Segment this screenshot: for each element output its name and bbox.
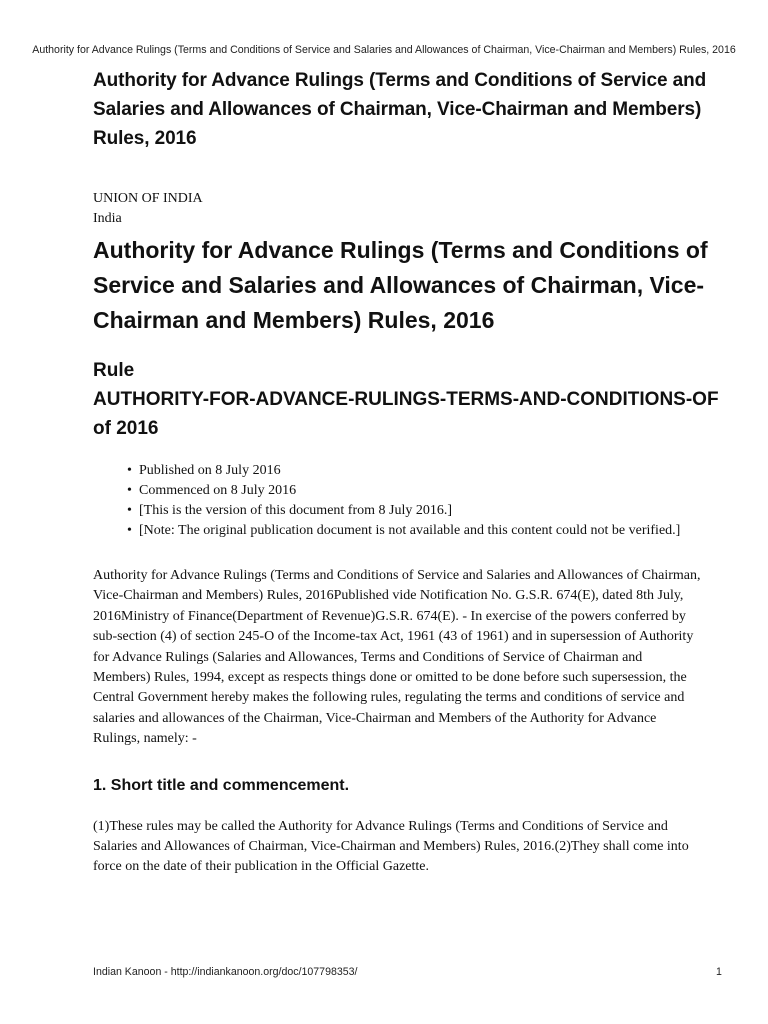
- bullet-icon: •: [127, 463, 132, 478]
- section-1-body: (1)These rules may be called the Authority for Advance Rulings (Terms and Conditions of Service and Salaries and Allowances of Chairman, Vice-Chairman and Members) Rules, 2016.(2)They shall come into force on the date of their publication in the Official Gazette.: [93, 818, 689, 875]
- document-body: [93, 66, 733, 892]
- meta-note: • [Note: The original publication document is not available and this content could not be verified.]: [93, 521, 699, 541]
- meta-commenced: • Commenced on 8 July 2016: [93, 481, 699, 501]
- rule-identifier: [93, 356, 768, 443]
- footer-page-number: 1: [716, 966, 722, 978]
- jurisdiction: India: [93, 211, 122, 226]
- meta-version: • [This is the version of this document from 8 July 2016.]: [93, 501, 699, 521]
- footer-source-link[interactable]: Indian Kanoon - http://indiankanoon.org/doc/107798353/: [93, 966, 358, 978]
- bullet-icon: •: [127, 503, 132, 518]
- rule-label: Rule: [93, 360, 135, 381]
- document-title: Authority for Advance Rulings (Terms and Conditions of Service and Salaries and Allowances of Chairman, Vice-Chairman and Members) Rules, 2016: [93, 70, 707, 149]
- issuer: UNION OF INDIA: [93, 191, 203, 206]
- preamble-paragraph: Authority for Advance Rulings (Terms and Conditions of Service and Salaries and Allowances of Chairman, Vice-Chairman and Members) Rules, 2016Published vide Notification No. G.S.R. 674(E), dated 8th July, 2016Ministry of Finance(Department of Revenue)G.S.R. 674(E). - In exercise of the powers conferred by sub-section (4) of section 245-O of the Income-tax Act, 1961 (43 of 1961) and in supersession of Authority for Advance Rulings (Salaries and Allowances, Terms and Conditions of Service of Chairman and Members) Rules, 1994, except as respects things done or omitted to be done before such supersession, the Central Government hereby makes the following rules, regulating the terms and conditions of service and salaries and allowances of the Chairman, Vice-Chairman and Members of the Authority for Advance Rulings, namely: -: [93, 568, 701, 747]
- meta-published: • Published on 8 July 2016: [93, 461, 699, 481]
- bullet-icon: •: [127, 523, 132, 538]
- document-meta-list: [93, 461, 733, 541]
- section-1-heading: 1. Short title and commencement.: [93, 776, 350, 794]
- running-header: Authority for Advance Rulings (Terms and Conditions of Service and Salaries and Allowances of Chairman, Vice-Chairman and Members) Rules, 2016: [32, 44, 736, 56]
- rule-slug: AUTHORITY-FOR-ADVANCE-RULINGS-TERMS-AND-CONDITIONS-OF: [93, 389, 719, 410]
- rule-year: of 2016: [93, 418, 159, 439]
- bullet-icon: •: [127, 483, 132, 498]
- act-title: Authority for Advance Rulings (Terms and Conditions of Service and Salaries and Allowances of Chairman, Vice-Chairman and Members) Rules, 2016: [93, 237, 708, 333]
